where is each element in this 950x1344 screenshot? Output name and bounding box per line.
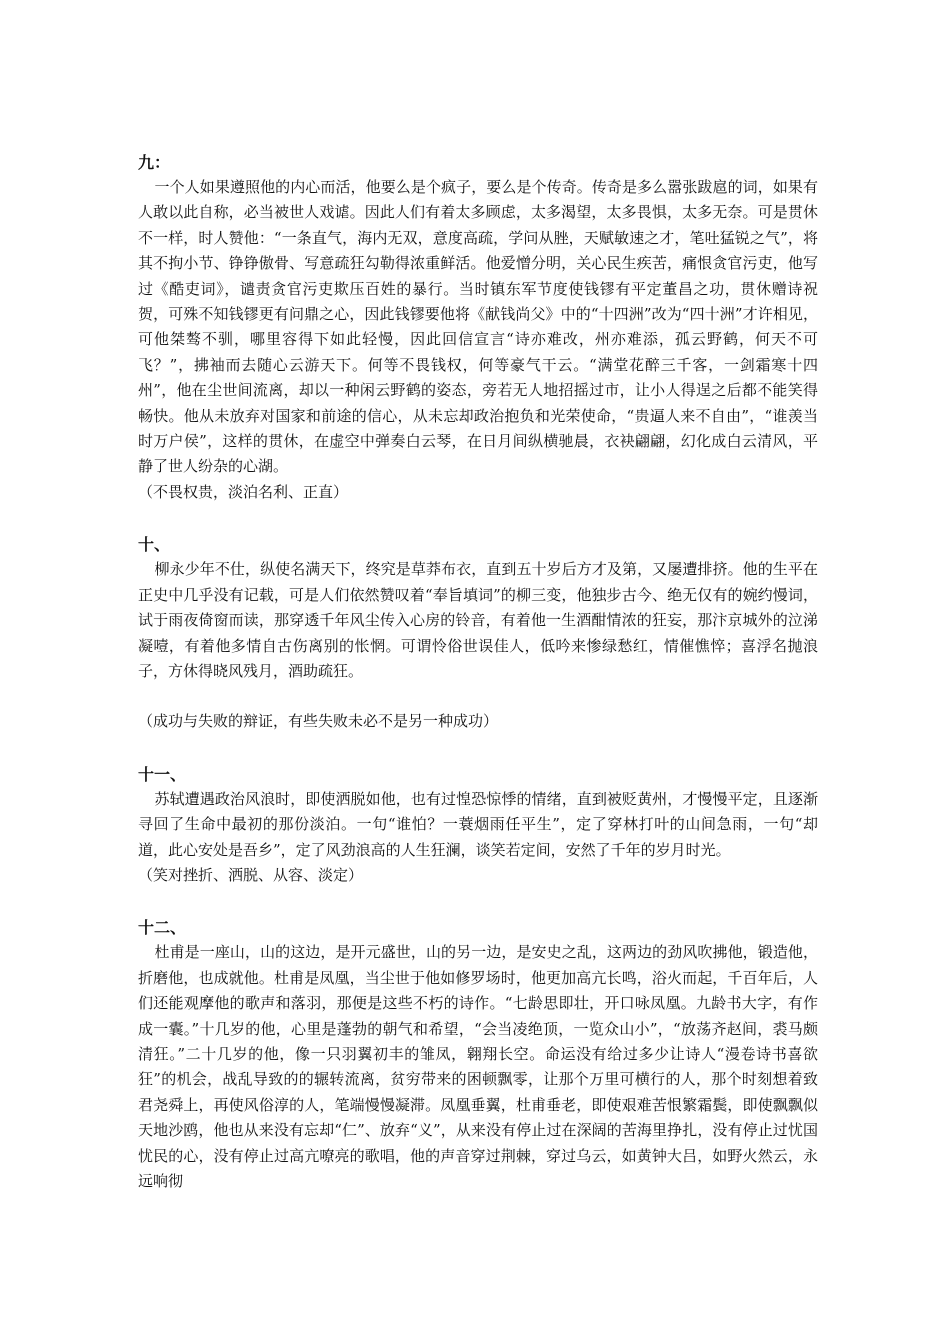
- section-note: （不畏权贵，淡泊名利、正直）: [138, 482, 349, 501]
- section-9: [138, 150, 818, 505]
- section-10: [138, 532, 818, 734]
- document-page: [138, 150, 818, 1194]
- section-body: 柳永少年不仕，纵使名满天下，终究是草莽布衣，直到五十岁后方才及第，又屡遭排挤。他的生平在正史中几乎没有记载，可是人们依然赞叹着“奉旨填词”的柳三变，他独步古今、绝无仅有的婉约慢词，试于雨夜倚窗而读，那穿透千年风尘传入心房的铃音，有着他一生酒酣情浓的狂妄，那汴京城外的泣涕凝噎，有着他多情自古伤离别的怅惘。可谓怜俗世误佳人，低吟来惨绿愁红，情催憔悴；喜浮名抛浪子，方休得晓风残月，酒助疏狂。: [138, 560, 818, 680]
- spacer: [138, 684, 818, 709]
- section-11: [138, 762, 818, 889]
- section-body: 苏轼遭遇政治风浪时，即使洒脱如他，也有过惶恐惊悸的情绪，直到被贬黄州，才慢慢平定，且逐渐寻回了生命中最初的那份淡泊。一句“谁怕？一蓑烟雨任平生”，定了穿林打叶的山间急雨，一句“却道，此心安处是吾乡”，定了风劲浪高的人生狂澜，谈笑若定间，安然了千年的岁月时光。: [138, 789, 818, 859]
- section-body: 一个人如果遵照他的内心而活，他要么是个疯子，要么是个传奇。传奇是多么嚣张跋扈的词，如果有人敢以此自称，必当被世人戏谑。因此人们有着太多顾虑，太多渴望，太多畏惧，太多无奈。可是贯休不一样，时人赞他：“一条直气，海内无双，意度高疏，学问从脞，天赋敏速之才，笔吐猛锐之气”，将其不拘小节、铮铮傲骨、写意疏狂勾勒得浓重鲜活。他爱憎分明，关心民生疾苦，痛恨贪官污吏，他写过《酷吏词》，谴责贪官污吏欺压百姓的暴行。当时镇东军节度使钱镠有平定董昌之功，贯休赠诗祝贺，可殊不知钱镠更有问鼎之心，因此钱镠要他将《献钱尚父》中的“十四洲”改为“四十洲”才许相见，可他桀骜不驯，哪里容得下如此轻慢，因此回信宣言“诗亦难改，州亦难添，孤云野鹤，何天不可飞？”，拂袖而去随心云游天下。何等不畏钱权，何等豪气干云。“满堂花醉三千客，一剑霜寒十四州”，他在尘世间流离，却以一种闲云野鹤的姿态，旁若无人地招摇过市，让小人得逞之后都不能笑得畅快。他从未放弃对国家和前途的信心，从未忘却政治抱负和光荣使命，“贵逼人来不自由”，“谁羡当时万户侯”，这样的贯休，在虚空中弹奏白云琴，在日月间纵横驰晨，衣袂翩翩，幻化成白云清风，平静了世人纷杂的心湖。: [138, 178, 818, 476]
- section-12: [138, 915, 818, 1194]
- section-title: 九：: [138, 153, 171, 172]
- section-title: 十二、: [138, 918, 187, 938]
- section-note: （笑对挫折、洒脱、从容、淡定）: [138, 865, 364, 884]
- section-title: 十、: [138, 535, 171, 555]
- spacer: [138, 735, 818, 762]
- section-title: 十一、: [138, 764, 187, 784]
- spacer: [138, 888, 818, 915]
- section-note: （成功与失败的辩证，有些失败未必不是另一种成功）: [138, 712, 499, 731]
- spacer: [138, 505, 818, 532]
- section-body: 杜甫是一座山，山的这边，是开元盛世，山的另一边，是安史之乱，这两边的劲风吹拂他，锻造他，折磨他，也成就他。杜甫是凤凰，当尘世于他如修罗场时，他更加高亢长鸣，浴火而起，千百年后，人们还能观摩他的歌声和落羽，那便是这些不朽的诗作。“七龄思即壮，开口咏凤凰。九龄书大字，有作成一囊。”十几岁的他，心里是蓬勃的朝气和希望，“会当凌绝顶，一览众山小”，“放荡齐赵间，裘马颇清狂。”二十几岁的他，像一只羽翼初丰的雏凤，翱翔长空。命运没有给过多少让诗人“漫卷诗书喜欲狂”的机会，战乱导致的的辗转流离，贫穷带来的困顿飘零，让那个万里可横行的人，那个时刻想着致君尧舜上，再使风俗淳的人，笔端慢慢凝滞。凤凰垂翼，杜甫垂老，即使艰难苦恨繁霜鬓，即使飘飘似天地沙鸥，他也从来没有忘却“仁”、放弃“义”，从来没有停止过在深阔的苦海里挣扎，没有停止过忧国忧民的心，没有停止过高亢嘹亮的歌唱，他的声音穿过荆棘，穿过乌云，如黄钟大吕，如野火然云，永远响彻: [138, 943, 818, 1190]
